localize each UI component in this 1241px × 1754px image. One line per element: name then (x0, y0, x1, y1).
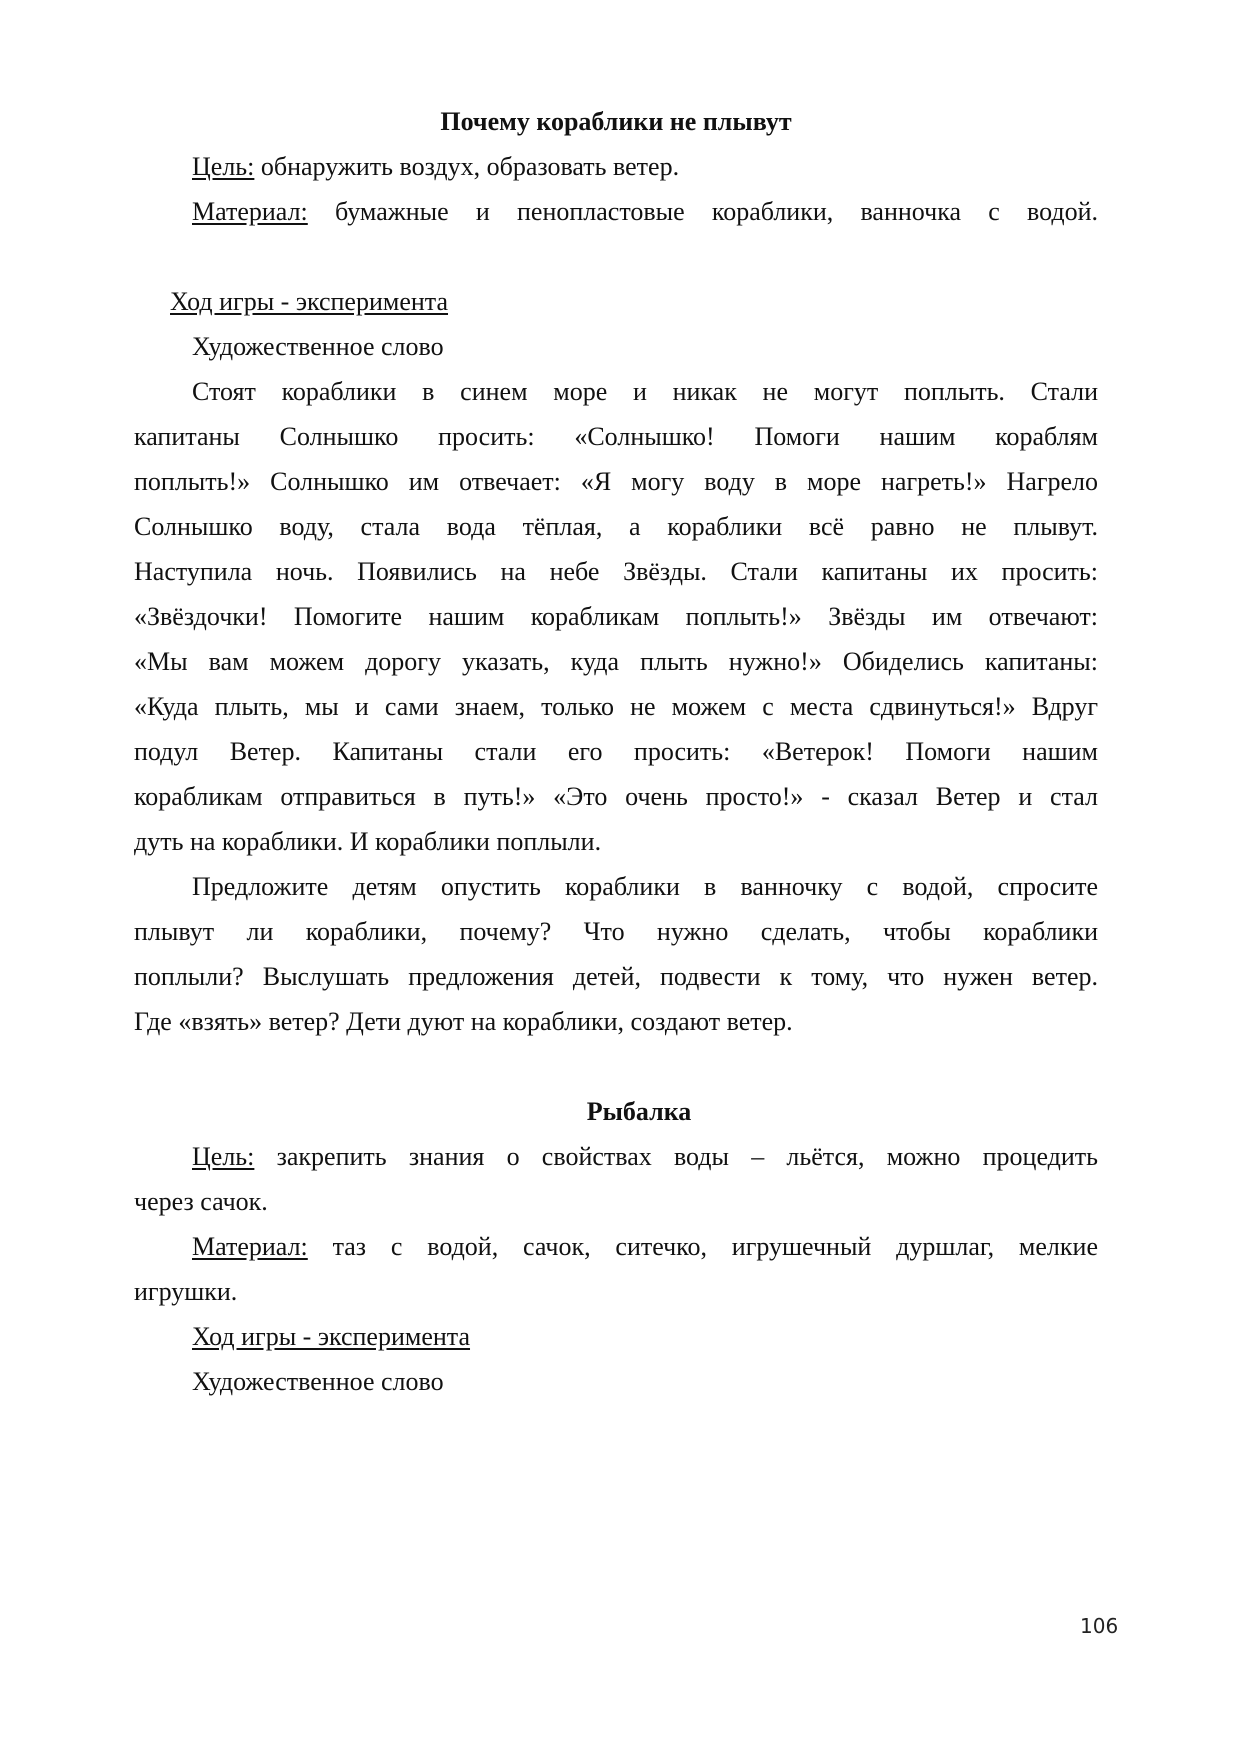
procedure-heading: Ход игры - эксперимента (192, 1322, 471, 1351)
art-word-label: Художественное слово (192, 1367, 444, 1396)
material-text: таз с водой, сачок, ситечко, игрушечный дуршлаг, мелкие (307, 1232, 1098, 1261)
instruction-line: поплыли? Выслушать предложения детей, подвести к тому, что нужен ветер. (134, 962, 1098, 991)
story-line: Стоят кораблики в синем море и никак не могут поплыть. Стали (192, 377, 1098, 406)
material-line (192, 194, 1098, 230)
story-line: Наступила ночь. Появились на небе Звёзды. Стали капитаны их просить: (134, 557, 1098, 586)
story-line: «Мы вам можем дорогу указать, куда плыть нужно!» Обиделись капитаны: (134, 647, 1098, 676)
procedure-heading: Ход игры - эксперимента (170, 287, 449, 316)
art-word-label: Художественное слово (192, 332, 444, 361)
section-title: Почему кораблики не плывут (440, 107, 792, 136)
material-line (192, 1229, 1098, 1265)
goal-line (192, 149, 1098, 185)
story-line: поплыть!» Солнышко им отвечает: «Я могу воду в море нагреть!» Нагрело (134, 467, 1098, 496)
material-line-continuation: игрушки. (134, 1277, 238, 1306)
goal-label: Цель: (192, 1142, 255, 1171)
section-title: Рыбалка (586, 1097, 692, 1126)
material-label: Материал: (192, 197, 308, 226)
goal-text: закрепить знания о свойствах воды – льётся, можно процедить (254, 1142, 1098, 1171)
goal-text: обнаружить воздух, образовать ветер. (254, 152, 680, 181)
story-line: «Куда плыть, мы и сами знаем, только не можем с места сдвинуться!» Вдруг (134, 692, 1098, 721)
instruction-line: Предложите детям опустить кораблики в ванночку с водой, спросите (192, 872, 1098, 901)
story-line: «Звёздочки! Помогите нашим корабликам поплыть!» Звёзды им отвечают: (134, 602, 1098, 631)
page-number: 106 (1080, 1614, 1119, 1638)
story-line: подул Ветер. Капитаны стали его просить: «Ветерок! Помоги нашим (134, 737, 1098, 766)
story-line: корабликам отправиться в путь!» «Это очень просто!» - сказал Ветер и стал (134, 782, 1098, 811)
material-label: Материал: (192, 1232, 308, 1261)
story-line: дуть на кораблики. И кораблики поплыли. (134, 827, 602, 856)
story-line: капитаны Солнышко просить: «Солнышко! Помоги нашим кораблям (134, 422, 1098, 451)
goal-label: Цель: (192, 152, 255, 181)
instruction-line: Где «взять» ветер? Дети дуют на кораблики, создают ветер. (134, 1007, 793, 1036)
instruction-line: плывут ли кораблики, почему? Что нужно сделать, чтобы кораблики (134, 917, 1098, 946)
story-line: Солнышко воду, стала вода тёплая, а кораблики всё равно не плывут. (134, 512, 1098, 541)
goal-line (192, 1139, 1098, 1175)
goal-line-continuation: через сачок. (134, 1187, 268, 1216)
material-text: бумажные и пенопластовые кораблики, ванночка с водой. (307, 197, 1098, 226)
